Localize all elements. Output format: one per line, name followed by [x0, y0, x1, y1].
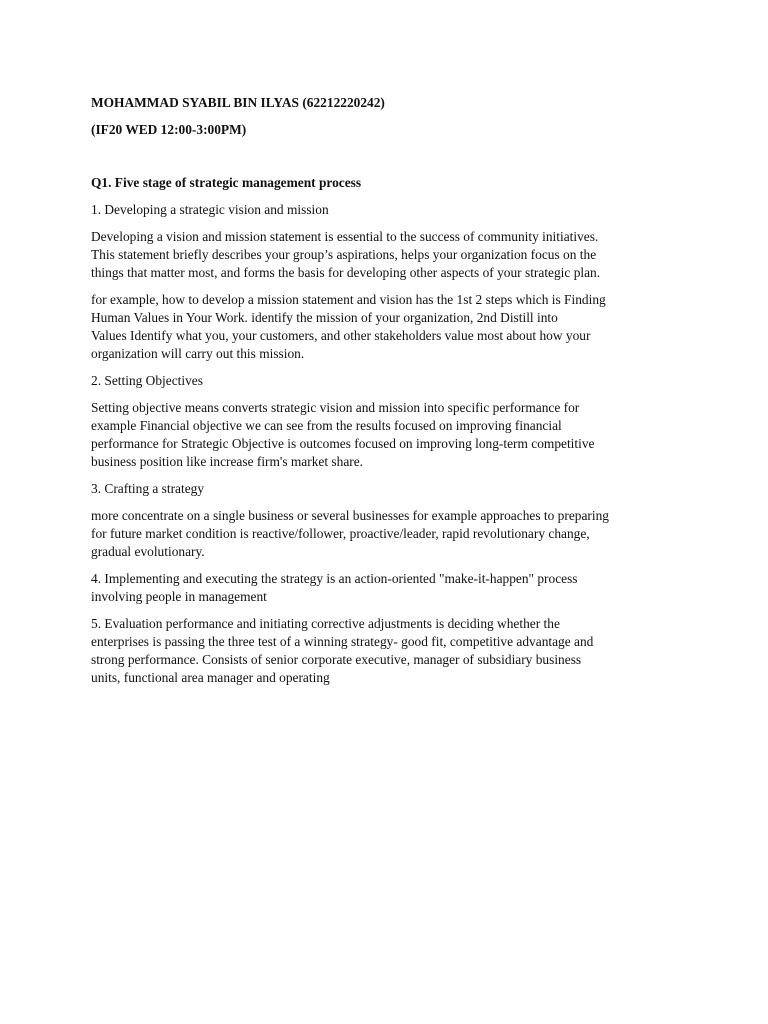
section-1-paragraph-2 [91, 291, 691, 363]
text-line: things that matter most, and forms the basis for developing other aspects of your strategic plan. [91, 265, 601, 280]
section-3-paragraph [91, 507, 691, 561]
question-title: Q1. Five stage of strategic management process [91, 175, 362, 190]
section-1-paragraph-1 [91, 228, 691, 282]
document-page [91, 94, 691, 696]
text-line: more concentrate on a single business or several businesses for example approaches to preparing [91, 508, 609, 523]
text-line: Setting objective means converts strategic vision and mission into specific performance for [91, 400, 580, 415]
text-line: performance for Strategic Objective is outcomes focused on improving long-term competitive [91, 436, 595, 451]
section-1-title: 1. Developing a strategic vision and mission [91, 202, 329, 217]
text-line: business position like increase firm's market share. [91, 454, 364, 469]
text-line: organization will carry out this mission. [91, 346, 305, 361]
text-line: for example, how to develop a mission statement and vision has the 1st 2 steps which is Finding [91, 292, 606, 307]
text-line: for future market condition is reactive/follower, proactive/leader, rapid revolutionary change, [91, 526, 590, 541]
student-name-heading: MOHAMMAD SYABIL BIN ILYAS (62212220242) [91, 95, 385, 110]
text-line: This statement briefly describes your group’s aspirations, helps your organization focus on the [91, 247, 597, 262]
class-session-heading: (IF20 WED 12:00-3:00PM) [91, 122, 247, 137]
text-line: 4. Implementing and executing the strategy is an action-oriented "make-it-happen" process [91, 571, 578, 586]
text-line: units, functional area manager and operating [91, 670, 330, 685]
text-line: Human Values in Your Work. identify the mission of your organization, 2nd Distill into [91, 310, 558, 325]
section-4-paragraph [91, 570, 691, 606]
section-3-title: 3. Crafting a strategy [91, 481, 205, 496]
section-5-paragraph [91, 615, 691, 687]
text-line: Values Identify what you, your customers, and other stakeholders value most about how your [91, 328, 591, 343]
text-line: gradual evolutionary. [91, 544, 205, 559]
text-line: 5. Evaluation performance and initiating corrective adjustments is deciding whether the [91, 616, 560, 631]
text-line: example Financial objective we can see from the results focused on improving financial [91, 418, 562, 433]
text-line: involving people in management [91, 589, 267, 604]
text-line: strong performance. Consists of senior corporate executive, manager of subsidiary business [91, 652, 582, 667]
section-2-title: 2. Setting Objectives [91, 373, 203, 388]
text-line: enterprises is passing the three test of a winning strategy- good fit, competitive advantage and [91, 634, 594, 649]
text-line: Developing a vision and mission statement is essential to the success of community initiatives. [91, 229, 599, 244]
section-2-paragraph [91, 399, 691, 471]
